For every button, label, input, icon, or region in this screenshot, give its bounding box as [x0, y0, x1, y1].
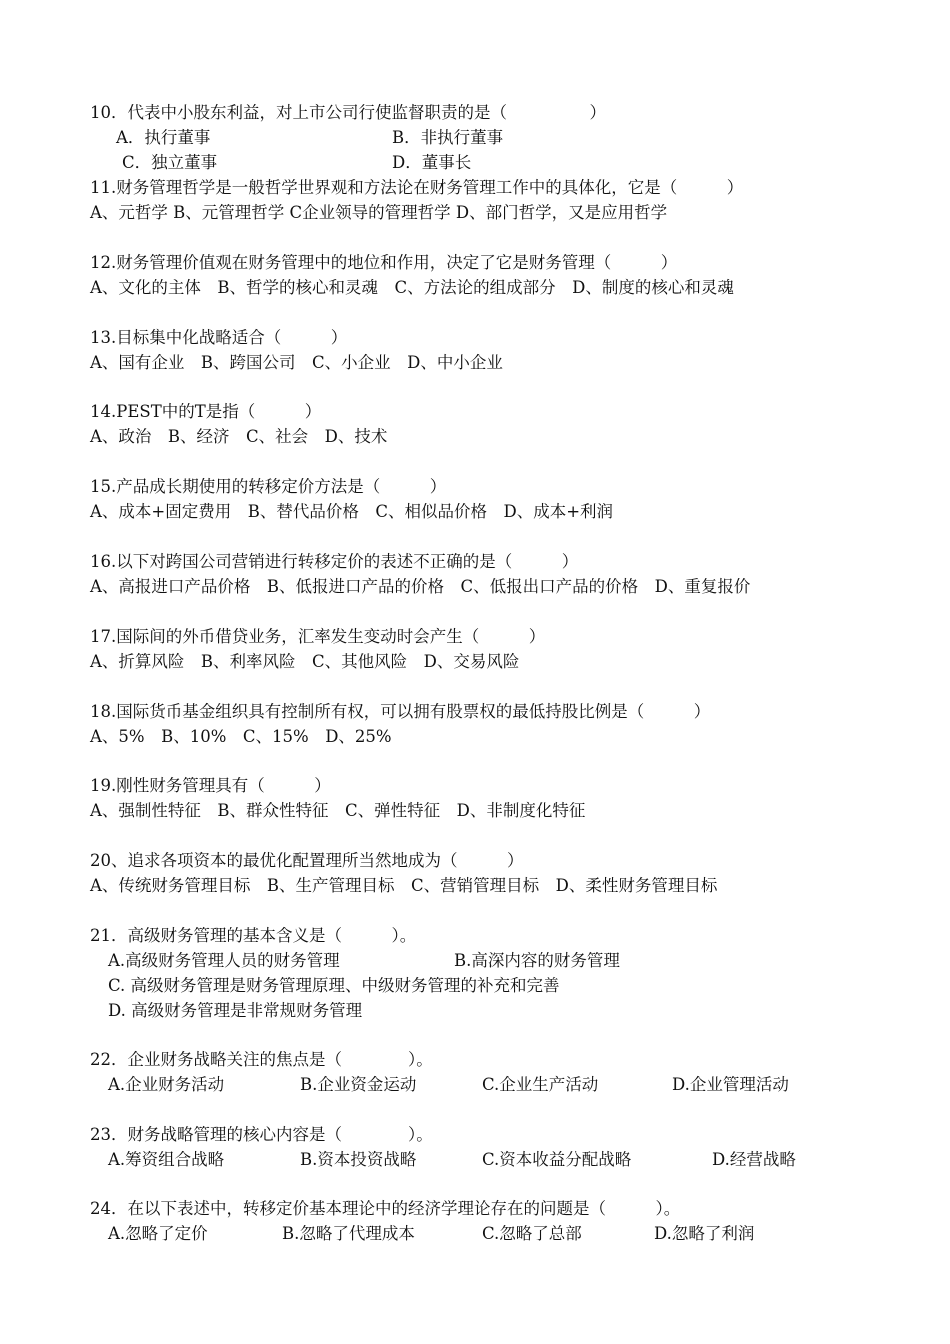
question-17-options: A、折算风险 B、利率风险 C、其他风险 D、交易风险 — [90, 652, 520, 671]
question-11-options: A、元哲学 B、元管理哲学 C企业领导的管理哲学 D、部门哲学，又是应用哲学 — [90, 203, 668, 222]
question-22-stem: 22．企业财务战略关注的焦点是（ ）。 — [90, 1050, 433, 1069]
question-16-options: A、高报进口产品价格 B、低报进口产品的价格 C、低报出口产品的价格 D、重复报价 — [90, 577, 751, 596]
question-14-stem: 14.PEST中的T是指（ ） — [90, 402, 322, 421]
question-24-option-d: D.忽略了利润 — [654, 1224, 755, 1243]
question-18-stem: 18.国际货币基金组织具有控制所有权，可以拥有股票权的最低持股比例是（ ） — [90, 702, 711, 721]
question-24-option-a: A.忽略了定价 — [108, 1224, 208, 1243]
question-21-option-a: A.高级财务管理人员的财务管理 — [108, 951, 340, 970]
question-15-stem: 15.产品成长期使用的转移定价方法是（ ） — [90, 477, 447, 496]
question-21-option-b: B.高深内容的财务管理 — [454, 951, 620, 970]
question-10-option-a: A．执行董事 — [116, 128, 211, 147]
question-10-option-c: C．独立董事 — [122, 153, 218, 172]
question-24-stem: 24．在以下表述中，转移定价基本理论中的经济学理论存在的问题是（ ）。 — [90, 1199, 681, 1218]
question-21-stem: 21．高级财务管理的基本含义是（ ）。 — [90, 926, 417, 945]
question-23-stem: 23．财务战略管理的核心内容是（ ）。 — [90, 1125, 433, 1144]
question-21-option-c: C. 高级财务管理是财务管理原理、中级财务管理的补充和完善 — [108, 976, 560, 995]
question-21-option-d: D. 高级财务管理是非常规财务管理 — [108, 1001, 363, 1020]
question-11-stem: 11.财务管理哲学是一般哲学世界观和方法论在财务管理工作中的具体化，它是（ ） — [90, 178, 744, 197]
question-12-options: A、文化的主体 B、哲学的核心和灵魂 C、方法论的组成部分 D、制度的核心和灵魂 — [90, 278, 734, 297]
question-22-option-b: B.企业资金运动 — [300, 1075, 417, 1094]
question-10-option-d: D．董事长 — [392, 153, 472, 172]
question-19-options: A、强制性特征 B、群众性特征 C、弹性特征 D、非制度化特征 — [90, 801, 586, 820]
question-10-option-b: B．非执行董事 — [392, 128, 504, 147]
question-20-options: A、传统财务管理目标 B、生产管理目标 C、营销管理目标 D、柔性财务管理目标 — [90, 876, 718, 895]
question-14-options: A、政治 B、经济 C、社会 D、技术 — [90, 427, 388, 446]
question-13-stem: 13.目标集中化战略适合（ ） — [90, 328, 348, 347]
question-23-option-a: A.筹资组合战略 — [108, 1150, 225, 1169]
question-24-option-c: C.忽略了总部 — [482, 1224, 582, 1243]
question-18-options: A、5% B、10% C、15% D、25% — [90, 727, 392, 746]
question-19-stem: 19.刚性财务管理具有（ ） — [90, 776, 331, 795]
question-16-stem: 16.以下对跨国公司营销进行转移定价的表述不正确的是（ ） — [90, 552, 579, 571]
question-23-option-b: B.资本投资战略 — [300, 1150, 417, 1169]
question-22-option-c: C.企业生产活动 — [482, 1075, 599, 1094]
question-13-options: A、国有企业 B、跨国公司 C、小企业 D、中小企业 — [90, 353, 503, 372]
question-24-option-b: B.忽略了代理成本 — [282, 1224, 415, 1243]
question-23-option-c: C.资本收益分配战略 — [482, 1150, 632, 1169]
question-15-options: A、成本+固定费用 B、替代品价格 C、相似品价格 D、成本+利润 — [90, 502, 614, 521]
question-10-stem: 10．代表中小股东利益，对上市公司行使监督职责的是（ ） — [90, 103, 606, 122]
question-20-stem: 20、追求各项资本的最优化配置理所当然地成为（ ） — [90, 851, 524, 870]
question-17-stem: 17.国际间的外币借贷业务，汇率发生变动时会产生（ ） — [90, 627, 546, 646]
question-12-stem: 12.财务管理价值观在财务管理中的地位和作用，决定了它是财务管理（ ） — [90, 253, 678, 272]
question-22-option-d: D.企业管理活动 — [672, 1075, 789, 1094]
question-22-option-a: A.企业财务活动 — [108, 1075, 225, 1094]
question-23-option-d: D.经营战略 — [712, 1150, 796, 1169]
